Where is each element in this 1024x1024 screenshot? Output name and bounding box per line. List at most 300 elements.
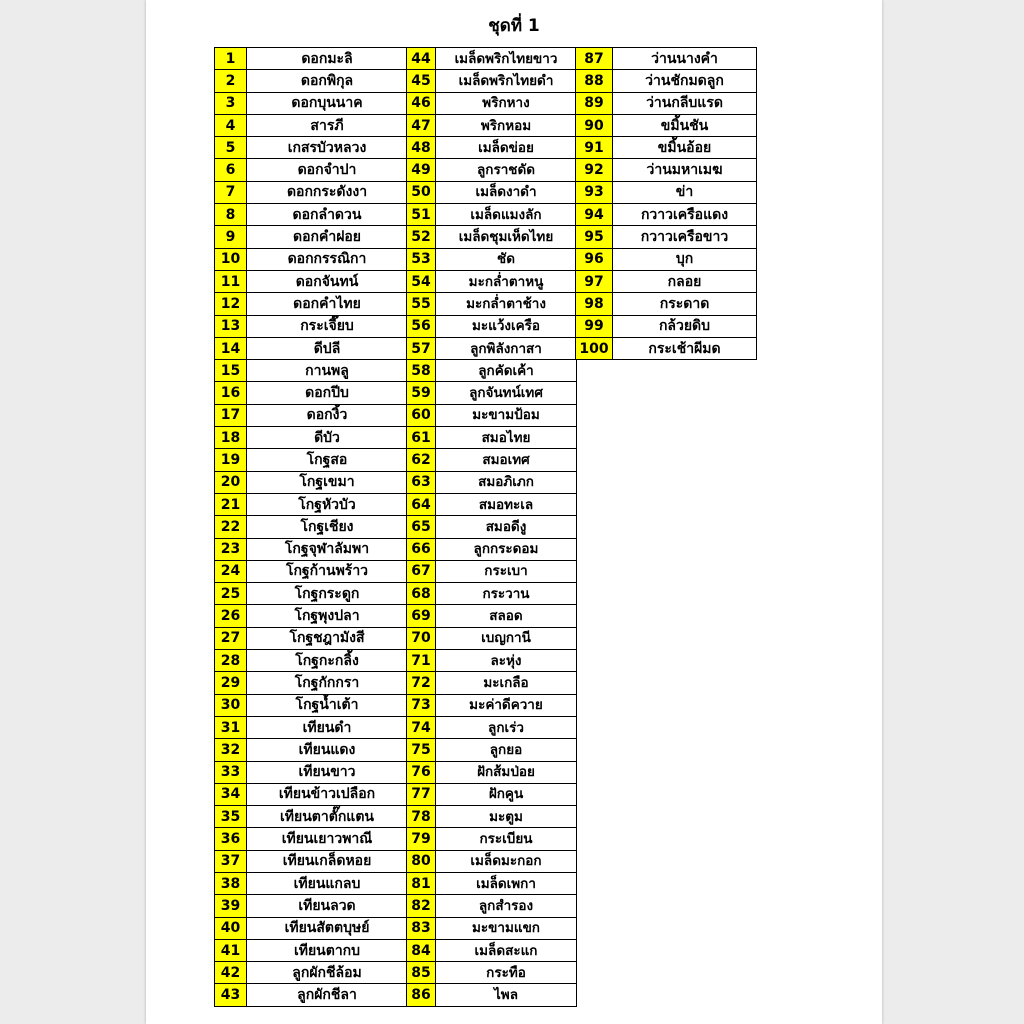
item-name: ฝักคูน	[436, 783, 577, 805]
table-row	[576, 270, 757, 292]
item-number: 68	[407, 583, 436, 605]
item-name: กลอย	[613, 270, 757, 292]
item-number: 100	[576, 337, 613, 359]
item-name: โกฐกระดูก	[247, 583, 408, 605]
table-row	[407, 650, 577, 672]
item-number: 17	[215, 404, 247, 426]
item-name: เทียนลวด	[247, 895, 408, 917]
item-name: สารภี	[247, 114, 408, 136]
table-row	[215, 560, 408, 582]
item-name: ว่านมหาเมฆ	[613, 159, 757, 181]
item-name: ดอกพิกุล	[247, 70, 408, 92]
item-name: ลูกพิลังกาสา	[436, 337, 577, 359]
item-name: บุก	[613, 248, 757, 270]
item-number: 90	[576, 114, 613, 136]
table-row	[407, 962, 577, 984]
item-number: 66	[407, 538, 436, 560]
table-row	[407, 694, 577, 716]
item-name: สมอไทย	[436, 427, 577, 449]
item-name: ดอกกระดังงา	[247, 181, 408, 203]
table-row	[407, 583, 577, 605]
item-number: 53	[407, 248, 436, 270]
item-name: มะกล่ำตาช้าง	[436, 293, 577, 315]
item-name: กระทือ	[436, 962, 577, 984]
item-name: ดอกงิ้ว	[247, 404, 408, 426]
item-number: 19	[215, 449, 247, 471]
table-row	[215, 471, 408, 493]
item-name: ว่านนางคำ	[613, 48, 757, 70]
table-row	[407, 382, 577, 404]
item-number: 20	[215, 471, 247, 493]
item-name: โกฐก้านพร้าว	[247, 560, 408, 582]
item-number: 18	[215, 427, 247, 449]
item-number: 79	[407, 828, 436, 850]
table-row	[215, 248, 408, 270]
item-number: 57	[407, 337, 436, 359]
table-row	[407, 270, 577, 292]
item-name: กระวาน	[436, 583, 577, 605]
item-name: กานพลู	[247, 360, 408, 382]
page-title: ชุดที่ 1	[488, 16, 540, 36]
table-row	[407, 70, 577, 92]
item-number: 2	[215, 70, 247, 92]
item-number: 93	[576, 181, 613, 203]
table-row	[215, 739, 408, 761]
item-name: เมล็ดมะกอก	[436, 850, 577, 872]
item-number: 6	[215, 159, 247, 181]
item-number: 48	[407, 137, 436, 159]
table-row	[215, 806, 408, 828]
item-number: 12	[215, 293, 247, 315]
table-row	[407, 471, 577, 493]
item-number: 88	[576, 70, 613, 92]
table-row	[407, 627, 577, 649]
table-row	[215, 360, 408, 382]
table-row	[576, 315, 757, 337]
table-row	[215, 48, 408, 70]
table-row	[215, 872, 408, 894]
table-row	[215, 226, 408, 248]
item-name: ลูกยอ	[436, 739, 577, 761]
table-row	[215, 427, 408, 449]
item-number: 13	[215, 315, 247, 337]
item-number: 65	[407, 516, 436, 538]
table-row	[576, 337, 757, 359]
item-name: ดอกบุนนาค	[247, 92, 408, 114]
item-name: กระดาด	[613, 293, 757, 315]
item-name: มะขามแขก	[436, 917, 577, 939]
item-number: 71	[407, 650, 436, 672]
table-row	[215, 337, 408, 359]
item-number: 85	[407, 962, 436, 984]
table-row	[407, 828, 577, 850]
table-row	[215, 315, 408, 337]
item-name: ข่า	[613, 181, 757, 203]
table-row	[407, 761, 577, 783]
table-row	[215, 204, 408, 226]
item-name: ขมิ้นอ้อย	[613, 137, 757, 159]
herb-table-column-2	[406, 47, 577, 1007]
table-row	[407, 137, 577, 159]
item-number: 21	[215, 493, 247, 515]
item-number: 5	[215, 137, 247, 159]
item-number: 81	[407, 872, 436, 894]
item-number: 43	[215, 984, 247, 1006]
item-name: ลูกสำรอง	[436, 895, 577, 917]
item-number: 29	[215, 672, 247, 694]
item-name: โกฐจุฬาลัมพา	[247, 538, 408, 560]
table-row	[215, 516, 408, 538]
item-name: เมล็ดเพกา	[436, 872, 577, 894]
item-number: 94	[576, 204, 613, 226]
item-number: 7	[215, 181, 247, 203]
item-number: 40	[215, 917, 247, 939]
table-row	[215, 382, 408, 404]
item-name: สมอทะเล	[436, 493, 577, 515]
item-name: มะค่าดีควาย	[436, 694, 577, 716]
table-row	[576, 137, 757, 159]
table-row	[576, 70, 757, 92]
item-number: 76	[407, 761, 436, 783]
table-row	[215, 627, 408, 649]
item-name: ลูกกระดอม	[436, 538, 577, 560]
herb-table-column-3	[575, 47, 757, 360]
item-number: 10	[215, 248, 247, 270]
item-number: 63	[407, 471, 436, 493]
table-row	[407, 315, 577, 337]
item-number: 84	[407, 939, 436, 961]
item-name: เมล็ดพริกไทยขาว	[436, 48, 577, 70]
item-number: 8	[215, 204, 247, 226]
table-row	[407, 939, 577, 961]
table-row	[407, 427, 577, 449]
item-name: ดอกจำปา	[247, 159, 408, 181]
table-row	[407, 716, 577, 738]
item-number: 99	[576, 315, 613, 337]
table-row	[215, 493, 408, 515]
item-name: เทียนขาว	[247, 761, 408, 783]
table-row	[576, 226, 757, 248]
item-number: 51	[407, 204, 436, 226]
item-name: ดอกมะลิ	[247, 48, 408, 70]
item-number: 42	[215, 962, 247, 984]
item-number: 27	[215, 627, 247, 649]
item-number: 38	[215, 872, 247, 894]
item-name: ไพล	[436, 984, 577, 1006]
item-number: 14	[215, 337, 247, 359]
table-row	[407, 159, 577, 181]
item-name: เทียนแดง	[247, 739, 408, 761]
item-number: 30	[215, 694, 247, 716]
item-number: 47	[407, 114, 436, 136]
table-row	[215, 270, 408, 292]
table-row	[407, 739, 577, 761]
item-name: โกฐเชียง	[247, 516, 408, 538]
item-name: ดีบัว	[247, 427, 408, 449]
table-row	[407, 404, 577, 426]
item-name: ชัด	[436, 248, 577, 270]
item-number: 41	[215, 939, 247, 961]
item-number: 36	[215, 828, 247, 850]
table-row	[215, 850, 408, 872]
table-row	[215, 917, 408, 939]
table-row	[215, 962, 408, 984]
item-name: ละหุ่ง	[436, 650, 577, 672]
item-name: สมอดีงู	[436, 516, 577, 538]
item-name: เบญกานี	[436, 627, 577, 649]
item-number: 32	[215, 739, 247, 761]
table-row	[407, 516, 577, 538]
item-name: กวาวเครือขาว	[613, 226, 757, 248]
item-number: 70	[407, 627, 436, 649]
item-name: เทียนดำ	[247, 716, 408, 738]
table-row	[407, 449, 577, 471]
item-name: กระเจี๊ยบ	[247, 315, 408, 337]
item-number: 73	[407, 694, 436, 716]
item-name: กระเบียน	[436, 828, 577, 850]
table-row	[215, 92, 408, 114]
item-number: 28	[215, 650, 247, 672]
item-name: มะตูม	[436, 806, 577, 828]
table-row	[215, 783, 408, 805]
item-number: 97	[576, 270, 613, 292]
item-number: 72	[407, 672, 436, 694]
table-row	[407, 850, 577, 872]
table-row	[215, 694, 408, 716]
item-name: เมล็ดสะแก	[436, 939, 577, 961]
item-number: 37	[215, 850, 247, 872]
table-row	[407, 538, 577, 560]
item-number: 64	[407, 493, 436, 515]
item-name: เกสรบัวหลวง	[247, 137, 408, 159]
item-number: 50	[407, 181, 436, 203]
table-row	[407, 337, 577, 359]
item-name: ว่านกลีบแรด	[613, 92, 757, 114]
item-number: 4	[215, 114, 247, 136]
table-row	[215, 293, 408, 315]
item-name: ว่านชักมดลูก	[613, 70, 757, 92]
table-row	[215, 449, 408, 471]
table-row	[576, 248, 757, 270]
item-number: 83	[407, 917, 436, 939]
table-row	[215, 404, 408, 426]
table-row	[407, 872, 577, 894]
table-row	[407, 605, 577, 627]
item-number: 56	[407, 315, 436, 337]
item-number: 34	[215, 783, 247, 805]
table-row	[215, 137, 408, 159]
item-name: สลอด	[436, 605, 577, 627]
item-name: โกฐกะกลิ้ง	[247, 650, 408, 672]
table-row	[215, 650, 408, 672]
table-row	[407, 493, 577, 515]
table-row	[407, 92, 577, 114]
item-number: 52	[407, 226, 436, 248]
item-number: 26	[215, 605, 247, 627]
table-row	[407, 917, 577, 939]
item-name: กวาวเครือแดง	[613, 204, 757, 226]
item-name: เมล็ดแมงลัก	[436, 204, 577, 226]
table-row	[215, 939, 408, 961]
item-name: ดอกกรรณิกา	[247, 248, 408, 270]
item-name: มะแว้งเครือ	[436, 315, 577, 337]
item-name: เทียนสัตตบุษย์	[247, 917, 408, 939]
item-name: เมล็ดงาดำ	[436, 181, 577, 203]
item-name: สมอเทศ	[436, 449, 577, 471]
item-name: ลูกผักชีล้อม	[247, 962, 408, 984]
item-number: 77	[407, 783, 436, 805]
table-row	[215, 716, 408, 738]
item-number: 9	[215, 226, 247, 248]
item-name: ลูกราชดัด	[436, 159, 577, 181]
table-row	[407, 181, 577, 203]
item-name: เมล็ดข่อย	[436, 137, 577, 159]
table-row	[215, 605, 408, 627]
item-name: ลูกผักชีลา	[247, 984, 408, 1006]
table-row	[407, 672, 577, 694]
item-name: ลูกจันทน์เทศ	[436, 382, 577, 404]
item-number: 54	[407, 270, 436, 292]
item-number: 33	[215, 761, 247, 783]
item-name: ลูกคัดเค้า	[436, 360, 577, 382]
item-name: ดอกคำไทย	[247, 293, 408, 315]
item-number: 86	[407, 984, 436, 1006]
item-number: 75	[407, 739, 436, 761]
item-name: ดอกปีบ	[247, 382, 408, 404]
item-name: โกฐเขมา	[247, 471, 408, 493]
item-name: เทียนตากบ	[247, 939, 408, 961]
table-row	[215, 828, 408, 850]
item-number: 96	[576, 248, 613, 270]
table-row	[215, 672, 408, 694]
table-row	[576, 293, 757, 315]
item-number: 74	[407, 716, 436, 738]
item-number: 87	[576, 48, 613, 70]
item-number: 61	[407, 427, 436, 449]
table-row	[407, 783, 577, 805]
item-number: 16	[215, 382, 247, 404]
table-row	[407, 204, 577, 226]
table-row	[407, 360, 577, 382]
item-name: มะเกลือ	[436, 672, 577, 694]
item-name: พริกหอม	[436, 114, 577, 136]
table-row	[407, 114, 577, 136]
item-number: 44	[407, 48, 436, 70]
item-name: ขมิ้นชัน	[613, 114, 757, 136]
document-page	[146, 0, 882, 1024]
item-number: 24	[215, 560, 247, 582]
item-name: เทียนเยาวพาณี	[247, 828, 408, 850]
item-number: 78	[407, 806, 436, 828]
item-number: 11	[215, 270, 247, 292]
item-number: 60	[407, 404, 436, 426]
item-number: 45	[407, 70, 436, 92]
table-row	[215, 70, 408, 92]
item-number: 58	[407, 360, 436, 382]
table-row	[215, 761, 408, 783]
item-name: กล้วยดิบ	[613, 315, 757, 337]
item-number: 15	[215, 360, 247, 382]
item-number: 62	[407, 449, 436, 471]
item-name: ดอกจันทน์	[247, 270, 408, 292]
item-name: โกฐชฎามังสี	[247, 627, 408, 649]
item-number: 22	[215, 516, 247, 538]
table-row	[407, 48, 577, 70]
table-row	[576, 114, 757, 136]
table-row	[576, 48, 757, 70]
item-number: 49	[407, 159, 436, 181]
table-row	[407, 806, 577, 828]
table-row	[215, 984, 408, 1006]
item-number: 1	[215, 48, 247, 70]
table-row	[215, 114, 408, 136]
item-name: สมอภิเภก	[436, 471, 577, 493]
table-row	[407, 293, 577, 315]
table-row	[215, 895, 408, 917]
table-row	[407, 248, 577, 270]
item-name: มะขามป้อม	[436, 404, 577, 426]
table-row	[576, 181, 757, 203]
item-name: เมล็ดชุมเห็ดไทย	[436, 226, 577, 248]
item-name: โกฐหัวบัว	[247, 493, 408, 515]
herb-table-column-1	[214, 47, 408, 1007]
item-name: เทียนเกล็ดหอย	[247, 850, 408, 872]
table-row	[215, 159, 408, 181]
item-number: 98	[576, 293, 613, 315]
item-number: 80	[407, 850, 436, 872]
item-name: พริกหาง	[436, 92, 577, 114]
table-row	[407, 984, 577, 1006]
table-row	[407, 226, 577, 248]
item-number: 39	[215, 895, 247, 917]
table-row	[576, 204, 757, 226]
item-number: 95	[576, 226, 613, 248]
table-row	[215, 538, 408, 560]
item-name: โกฐสอ	[247, 449, 408, 471]
item-name: เมล็ดพริกไทยดำ	[436, 70, 577, 92]
item-number: 25	[215, 583, 247, 605]
item-number: 82	[407, 895, 436, 917]
item-name: กระเช้าผีมด	[613, 337, 757, 359]
item-name: เทียนตาตั๊กแตน	[247, 806, 408, 828]
item-name: ฝักส้มป่อย	[436, 761, 577, 783]
table-row	[576, 92, 757, 114]
item-name: เทียนข้าวเปลือก	[247, 783, 408, 805]
item-number: 55	[407, 293, 436, 315]
item-name: โกฐพุงปลา	[247, 605, 408, 627]
item-number: 69	[407, 605, 436, 627]
item-number: 23	[215, 538, 247, 560]
item-number: 31	[215, 716, 247, 738]
item-name: ดีปลี	[247, 337, 408, 359]
table-row	[215, 181, 408, 203]
item-name: ดอกลำดวน	[247, 204, 408, 226]
table-row	[407, 895, 577, 917]
item-name: ดอกคำฝอย	[247, 226, 408, 248]
item-name: เทียนแกลบ	[247, 872, 408, 894]
item-number: 67	[407, 560, 436, 582]
item-name: ลูกเร่ว	[436, 716, 577, 738]
table-row	[215, 583, 408, 605]
item-number: 91	[576, 137, 613, 159]
item-number: 46	[407, 92, 436, 114]
item-number: 59	[407, 382, 436, 404]
item-name: กระเบา	[436, 560, 577, 582]
item-number: 92	[576, 159, 613, 181]
item-name: มะกล่ำตาหนู	[436, 270, 577, 292]
table-row	[407, 560, 577, 582]
table-row	[576, 159, 757, 181]
